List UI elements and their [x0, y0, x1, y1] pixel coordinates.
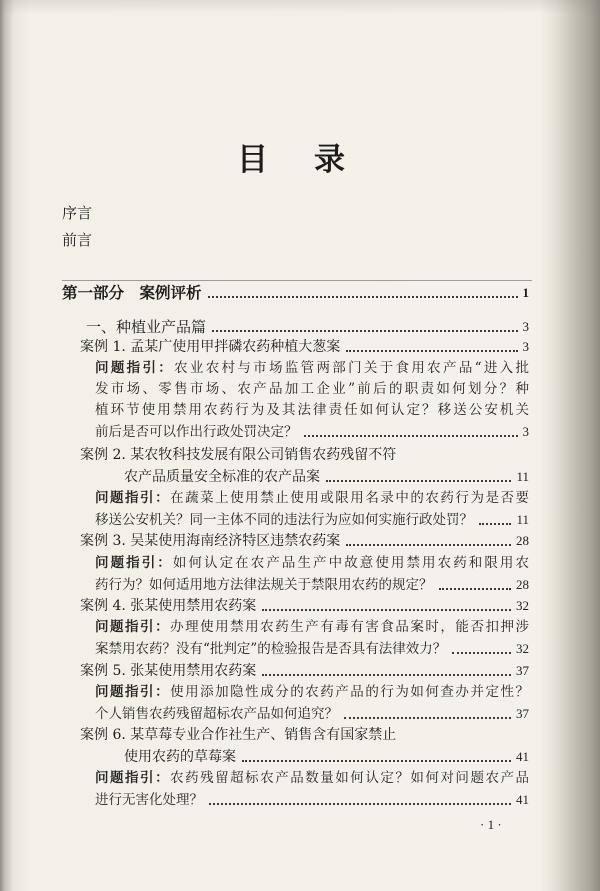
guide-line — [95, 639, 529, 659]
leader-dots — [439, 588, 512, 590]
guide-label: 问题指引： — [95, 360, 175, 376]
guide-label: 问题指引： — [95, 770, 171, 786]
case-title: 案例 6. 某草莓专业合作社生产、销售含有国家禁止 — [80, 727, 397, 743]
case-title: 案例 1. 孟某广使用甲拌磷农药种植大葱案 — [80, 339, 341, 355]
case-entry — [80, 337, 529, 357]
case-title: 案例 3. 吴某使用海南经济特区违禁农药案 — [80, 533, 341, 549]
leader-dots — [326, 480, 511, 482]
case-title-continued: 使用农药的草莓案 — [124, 749, 236, 765]
part-label: 第一部分 案例评析 — [62, 283, 202, 302]
case-title: 案例 2. 某农牧科技发展有限公司销售农药残留不符 — [80, 447, 397, 463]
guide-label: 问题指引： — [95, 684, 171, 700]
guide-line — [95, 617, 529, 637]
page-number: 11 — [516, 469, 529, 484]
guide-line — [95, 400, 529, 420]
page-number: 28 — [516, 533, 529, 548]
guide-line — [95, 768, 529, 788]
guide-line — [95, 510, 529, 530]
leader-dots — [262, 674, 511, 676]
front-matter-foreword: 前言 — [62, 231, 93, 249]
page-number: 3 — [522, 319, 529, 334]
guide-line — [95, 790, 529, 810]
page-number: 11 — [516, 512, 529, 527]
guide-text: 农业农村与市场监管两部门关于食用农产品“进入批 — [174, 360, 529, 376]
guide-text: 移送公安机关？同一主体不同的违法行为应如何实施行政处罚？ — [95, 512, 473, 528]
guide-text: 在蔬菜上使用禁止使用或限用名录中的农药行为是否要 — [170, 490, 530, 506]
case-entry — [124, 467, 529, 487]
case-title: 案例 4. 张某使用禁用农药案 — [80, 598, 257, 614]
section-label: 一、种植业产品篇 — [86, 318, 207, 336]
page-number: 41 — [516, 749, 529, 764]
toc-title: 目录 — [237, 142, 391, 178]
guide-line — [95, 379, 529, 399]
guide-text: 植环节使用禁用农药行为及其法律责任如何认定？移送公安机关 — [95, 402, 529, 418]
page-number: 32 — [516, 641, 529, 656]
guide-line — [95, 422, 529, 442]
guide-label: 问题指引： — [95, 619, 171, 635]
guide-text: 如何认定在农产品生产中故意使用禁用农药和限用农 — [172, 555, 530, 571]
footer-page-number: · 1 · — [480, 817, 502, 832]
guide-label: 问题指引： — [95, 490, 171, 506]
case-title: 案例 5. 张某使用禁用农药案 — [80, 663, 257, 679]
guide-label: 问题指引： — [95, 555, 173, 571]
part-heading — [62, 283, 529, 303]
guide-text: 案禁用农药？没有“批判定”的检验报告是否具有法律效力？ — [95, 641, 447, 657]
leader-dots — [208, 296, 518, 298]
case-entry — [80, 531, 529, 551]
page-number: 1 — [522, 285, 529, 300]
page-number: 32 — [516, 598, 529, 613]
case-entry — [80, 596, 529, 616]
page-number: 37 — [516, 706, 529, 721]
guide-text: 个人销售农药残留超标农产品如何追究？ — [95, 706, 338, 722]
front-matter-preface: 序言 — [62, 204, 93, 222]
page-number: 41 — [516, 792, 529, 807]
guide-line — [95, 358, 529, 378]
guide-line — [95, 682, 529, 702]
page-number: 37 — [516, 663, 529, 678]
leader-dots — [242, 760, 511, 762]
guide-line — [95, 575, 529, 595]
guide-line — [95, 553, 529, 573]
guide-text: 药行为？如何适用地方法律法规关于禁限用农药的规定？ — [95, 577, 433, 593]
guide-text: 前后是否可以作出行政处罚决定？ — [95, 424, 298, 440]
leader-dots — [262, 609, 511, 611]
guide-line — [95, 704, 529, 724]
leader-dots — [346, 350, 517, 352]
leader-dots — [209, 803, 511, 805]
leader-dots — [344, 717, 511, 719]
case-entry — [124, 747, 529, 767]
leader-dots — [346, 544, 511, 546]
guide-text: 使用添加隐性成分的农药产品的行为如何查办并定性？ — [170, 684, 530, 700]
case-entry — [80, 661, 529, 681]
guide-text: 农药残留超标农产品数量如何认定？如何对问题农产品 — [170, 770, 530, 786]
part-divider-rule — [62, 280, 532, 281]
leader-dots — [479, 523, 511, 525]
page-number: 3 — [522, 424, 529, 439]
guide-text: 发市场、零售市场、农产品加工企业”前后的职责如何划分？种 — [95, 381, 529, 397]
guide-text: 进行无害化处理？ — [95, 792, 203, 808]
page-number: 3 — [522, 339, 529, 354]
leader-dots — [212, 330, 517, 332]
case-title-continued: 农产品质量安全标准的农产品案 — [124, 469, 320, 485]
leader-dots — [304, 435, 518, 437]
guide-text: 办理使用禁用农药生产有毒有害食品案时，能否扣押涉 — [170, 619, 530, 635]
section-heading — [86, 317, 529, 337]
leader-dots — [452, 652, 511, 654]
page-number: 28 — [516, 577, 529, 592]
guide-line — [95, 488, 529, 508]
